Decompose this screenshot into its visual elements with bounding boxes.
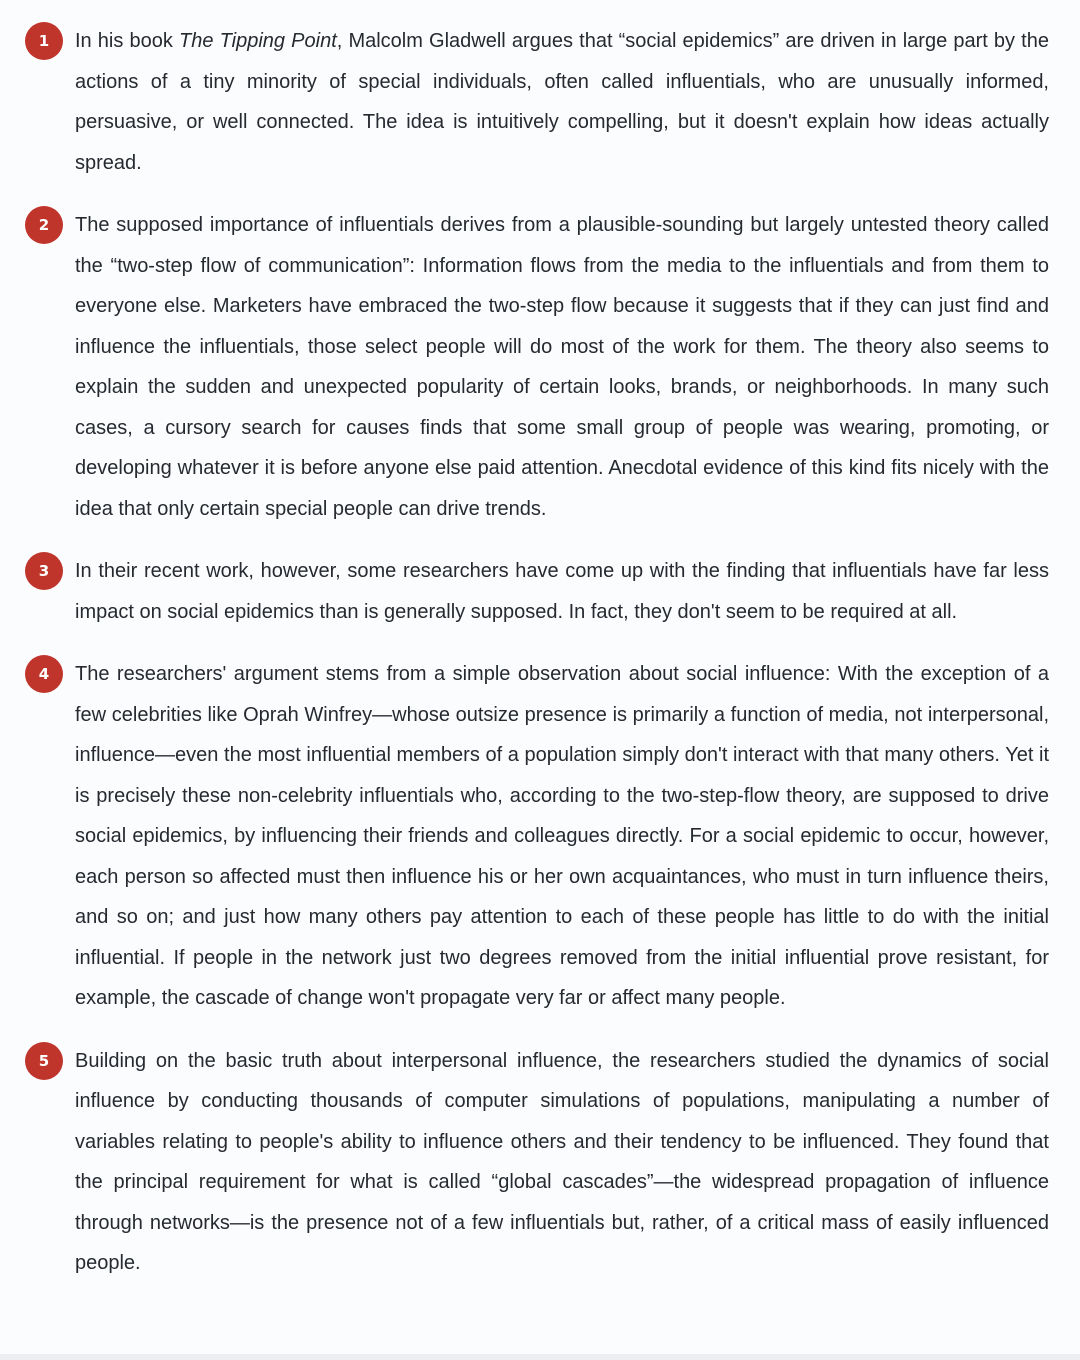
paragraph-number-badge: 3	[25, 552, 63, 590]
paragraph-5	[0, 1041, 1080, 1284]
paragraph-text: The supposed importance of influentials derives from a plausible-sounding but largely untested theory called the “two-step flow of communication”: Information flows from the media to the influentials and from them to everyone else. Marketers have embraced the two-step flow because it suggests that if they can just find and influence the influentials, those select people will do most of the work for them. The theory also seems to explain the sudden and unexpected popularity of certain looks, brands, or neighborhoods. In many such cases, a cursory search for causes finds that some small group of people was wearing, promoting, or developing whatever it is before anyone else paid attention. Anecdotal evidence of this kind fits nicely with the idea that only certain special people can drive trends.	[75, 214, 1049, 520]
book-title: The Tipping Point	[179, 30, 337, 52]
paragraph-4	[0, 654, 1080, 1019]
paragraph-text: Building on the basic truth about interpersonal influence, the researchers studied the dynamics of social influence by conducting thousands of computer simulations of populations, manipulating a number of variables relating to people's ability to influence others and their tendency to be influenced. They found that the principal requirement for what is called “global cascades”—the widespread propagation of influence through networks—is the presence not of a few influentials but, rather, of a critical mass of easily influenced people.	[75, 1049, 1049, 1274]
paragraph-number-badge: 5	[25, 1042, 63, 1080]
paragraph-2	[0, 205, 1080, 529]
paragraph-text	[75, 21, 1049, 183]
paragraph-number-badge: 4	[25, 655, 63, 693]
paragraph-text-segment: In his book	[75, 30, 180, 52]
paragraph-text-segment: , Malcolm Gladwell argues that “social epidemics” are driven in large part by the actions of a tiny minority of special individuals, often called influentials, who are unusually informed, persuasive, or well connected. The idea is intuitively compelling, but it doesn't explain how ideas actually spread.	[75, 30, 1049, 174]
paragraph-3	[0, 551, 1080, 632]
paragraph-text: The researchers' argument stems from a simple observation about social influence: With the exception of a few celebrities like Oprah Winfrey—whose outsize presence is primarily a function of media, not interpersonal, influence—even the most influential members of a population simply don't interact with that many others. Yet it is precisely these non-celebrity influentials who, according to the two-step-flow theory, are supposed to drive social epidemics, by influencing their friends and colleagues directly. For a social epidemic to occur, however, each person so affected must then influence his or her own acquaintances, who must in turn influence theirs, and so on; and just how many others pay attention to each of these people has little to do with the initial influential. If people in the network just two degrees removed from the initial influential prove resistant, for example, the cascade of change won't propagate very far or affect many people.	[75, 663, 1049, 1009]
paragraph-number-badge: 1	[25, 22, 63, 60]
paragraph-text: In their recent work, however, some researchers have come up with the finding that influentials have far less impact on social epidemics than is generally supposed. In fact, they don't seem to be required at all.	[75, 560, 1049, 623]
bottom-divider	[0, 1354, 1080, 1360]
paragraph-1	[0, 21, 1080, 183]
paragraph-number-badge: 2	[25, 206, 63, 244]
